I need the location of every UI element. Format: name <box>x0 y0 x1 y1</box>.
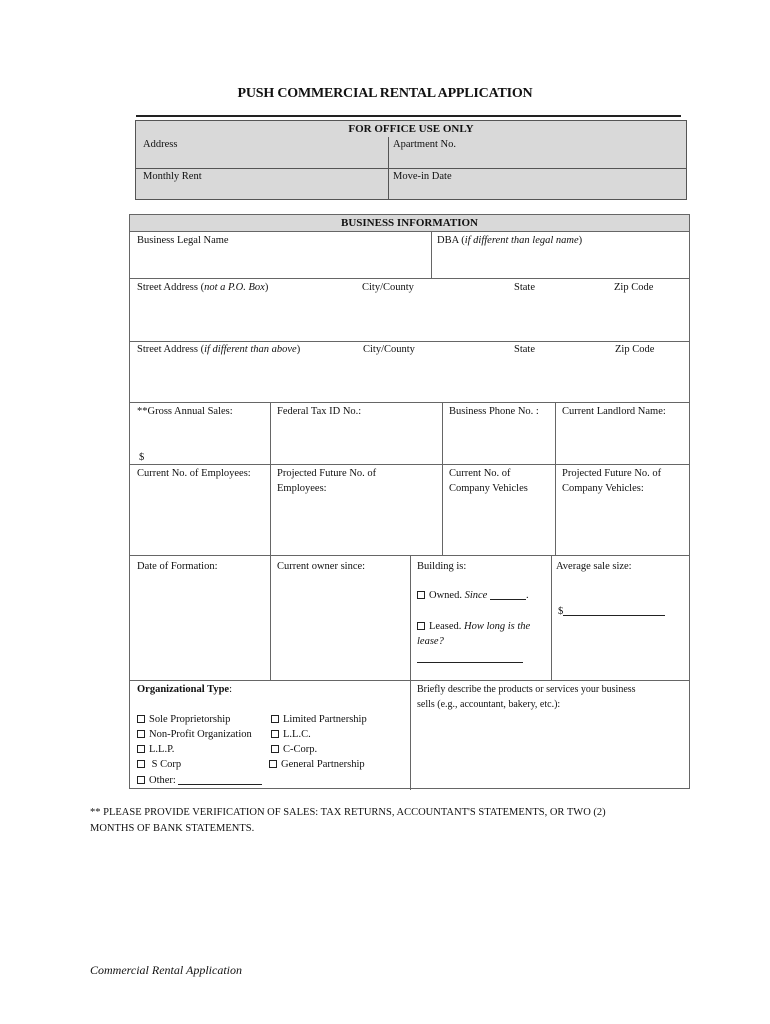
average-sale-field[interactable]: $ <box>558 604 665 619</box>
office-use-header: FOR OFFICE USE ONLY <box>348 123 474 135</box>
checkbox-icon[interactable] <box>137 760 145 768</box>
owned-checkbox[interactable] <box>417 591 425 599</box>
office-divider-horizontal <box>136 168 686 169</box>
projected-employees-label: Projected Future No. of Employees: <box>277 468 377 494</box>
title-divider <box>136 115 681 117</box>
gross-annual-sales-label: **Gross Annual Sales: <box>137 406 233 417</box>
projected-vehicles-label: Projected Future No. of Company Vehicles: <box>562 468 662 494</box>
checkbox-icon[interactable] <box>137 730 145 738</box>
page-title: PUSH COMMERCIAL RENTAL APPLICATION <box>237 86 533 101</box>
non-profit-option[interactable]: Non-Profit Organization <box>137 727 252 742</box>
move-in-date-label: Move-in Date <box>393 171 452 182</box>
c-corp-option[interactable]: C-Corp. <box>271 742 317 757</box>
current-employees-label: Current No. of Employees: <box>137 468 251 479</box>
general-partnership-option[interactable]: General Partnership <box>269 757 365 772</box>
current-vehicles-label: Current No. of Company Vehicles <box>449 468 528 494</box>
s-corp-option[interactable]: S Corp <box>137 757 181 772</box>
alt-street-address-label: Street Address (if different than above) <box>137 344 301 355</box>
divider <box>130 402 689 403</box>
lease-length-blank[interactable] <box>417 651 523 666</box>
alt-zip-code-label: Zip Code <box>615 344 655 355</box>
sole-proprietorship-option[interactable]: Sole Proprietorship <box>137 712 230 727</box>
page-footer: Commercial Rental Application <box>90 963 242 977</box>
checkbox-icon[interactable] <box>271 730 279 738</box>
gross-sales-dollar-sign: $ <box>139 452 145 463</box>
alt-city-county-label: City/County <box>363 344 415 355</box>
state-label: State <box>514 282 535 293</box>
leased-checkbox[interactable] <box>417 622 425 630</box>
monthly-rent-label: Monthly Rent <box>143 171 202 182</box>
street-address-label: Street Address (not a P.O. Box) <box>137 282 269 293</box>
divider <box>130 278 689 279</box>
divider <box>551 555 552 680</box>
organizational-type-label: Organizational Type: <box>137 684 232 695</box>
checkbox-icon[interactable] <box>271 715 279 723</box>
llc-option[interactable]: L.L.C. <box>271 727 311 742</box>
divider <box>431 231 432 279</box>
current-landlord-label: Current Landlord Name: <box>562 406 666 417</box>
verification-note: ** PLEASE PROVIDE VERIFICATION OF SALES: TAX RETURNS, ACCOUNTANT'S STATEMENTS, OR TWO (2) MONTHS OF BANK STATEMENTS. <box>90 807 606 834</box>
date-of-formation-label: Date of Formation: <box>137 561 218 572</box>
owned-option[interactable]: Owned. Since . <box>417 588 529 603</box>
divider <box>270 555 271 680</box>
building-is-label: Building is: <box>417 561 467 572</box>
divider <box>270 402 271 555</box>
office-use-table <box>135 120 687 200</box>
checkbox-icon[interactable] <box>269 760 277 768</box>
business-info-header: BUSINESS INFORMATION <box>340 217 479 229</box>
federal-tax-id-label: Federal Tax ID No.: <box>277 406 362 417</box>
checkbox-icon[interactable] <box>137 715 145 723</box>
divider <box>442 402 443 555</box>
checkbox-icon[interactable] <box>271 745 279 753</box>
divider <box>130 680 689 681</box>
divider <box>555 402 556 555</box>
apartment-no-label: Apartment No. <box>393 139 456 150</box>
checkbox-icon[interactable] <box>137 745 145 753</box>
llp-option[interactable]: L.L.P. <box>137 742 174 757</box>
average-sale-size-label: Average sale size: <box>556 561 632 572</box>
divider <box>410 555 411 790</box>
dba-label: DBA (if different than legal name) <box>437 235 583 246</box>
business-legal-name-label: Business Legal Name <box>137 235 229 246</box>
limited-partnership-option[interactable]: Limited Partnership <box>271 712 367 727</box>
describe-products-label: Briefly describe the products or services your business sells (e.g., accountant, bakery, etc.): <box>417 684 636 710</box>
city-county-label: City/County <box>362 282 414 293</box>
divider <box>130 464 689 465</box>
current-owner-since-label: Current owner since: <box>277 561 366 572</box>
business-phone-label: Business Phone No. : <box>449 406 539 417</box>
zip-code-label: Zip Code <box>614 282 654 293</box>
alt-state-label: State <box>514 344 535 355</box>
leased-option[interactable]: Leased. How long is the lease? <box>417 621 531 647</box>
other-option[interactable]: Other: <box>137 773 262 788</box>
address-label: Address <box>143 139 178 150</box>
checkbox-icon[interactable] <box>137 776 145 784</box>
business-information-table <box>129 214 690 789</box>
